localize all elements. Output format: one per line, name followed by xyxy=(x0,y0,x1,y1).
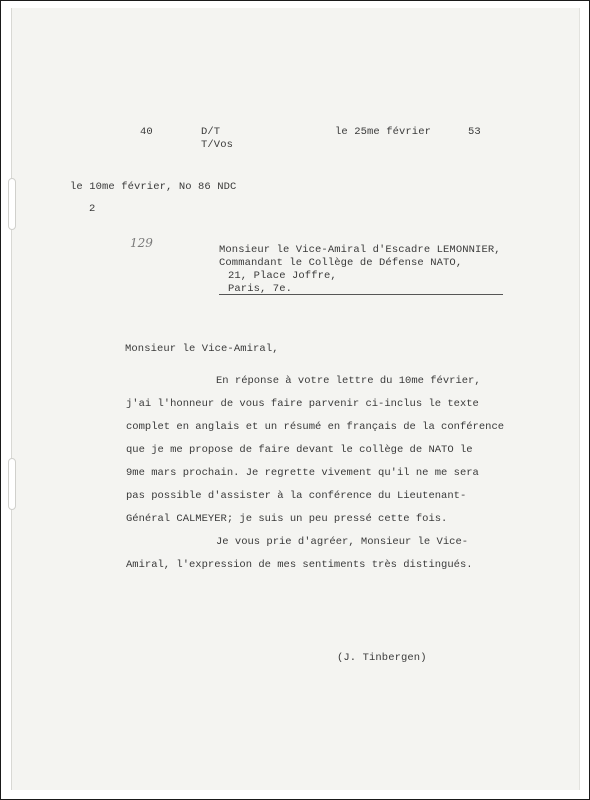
punch-hole-top xyxy=(8,178,16,230)
addressee-line-3: 21, Place Joffre, xyxy=(228,270,337,282)
body-line: Amiral, l'expression de mes sentiments très distingués. xyxy=(126,559,473,571)
body-line: complet en anglais et un résumé en français de la conférence xyxy=(126,421,505,433)
addressee-line-4: Paris, 7e. xyxy=(228,283,293,295)
reference-code: T/Vos xyxy=(201,139,234,151)
body-line: que je me propose de faire devant le collège de NATO le xyxy=(126,444,473,456)
punch-hole-bottom xyxy=(8,458,16,510)
reference-number: 40 xyxy=(140,126,153,138)
department-code: D/T xyxy=(201,126,221,138)
addressee-line-2: Commandant le Collège de Défense NATO, xyxy=(219,257,463,269)
enclosure-count: 2 xyxy=(89,203,96,215)
body-line: pas possible d'assister à la conférence du Lieutenant- xyxy=(126,490,467,502)
body-line: Je vous prie d'agréer, Monsieur le Vice- xyxy=(216,536,469,548)
salutation: Monsieur le Vice-Amiral, xyxy=(125,343,279,355)
body-line: j'ai l'honneur de vous faire parvenir ci-inclus le texte xyxy=(126,398,479,410)
handwritten-mark: 129 xyxy=(130,236,153,250)
letter-date: le 25me février xyxy=(335,126,432,138)
body-line: Général CALMEYER; je suis un peu pressé cette fois. xyxy=(126,513,448,525)
addressee-line-1: Monsieur le Vice-Amiral d'Escadre LEMONNIER, xyxy=(219,244,501,256)
body-line: 9me mars prochain. Je regrette vivement qu'il ne me sera xyxy=(126,467,479,479)
letter-year: 53 xyxy=(468,126,481,138)
body-line: En réponse à votre lettre du 10me février, xyxy=(216,375,481,387)
signature: (J. Tinbergen) xyxy=(337,652,427,664)
address-underline xyxy=(219,294,503,295)
reference-line: le 10me février, No 86 NDC xyxy=(70,181,237,193)
